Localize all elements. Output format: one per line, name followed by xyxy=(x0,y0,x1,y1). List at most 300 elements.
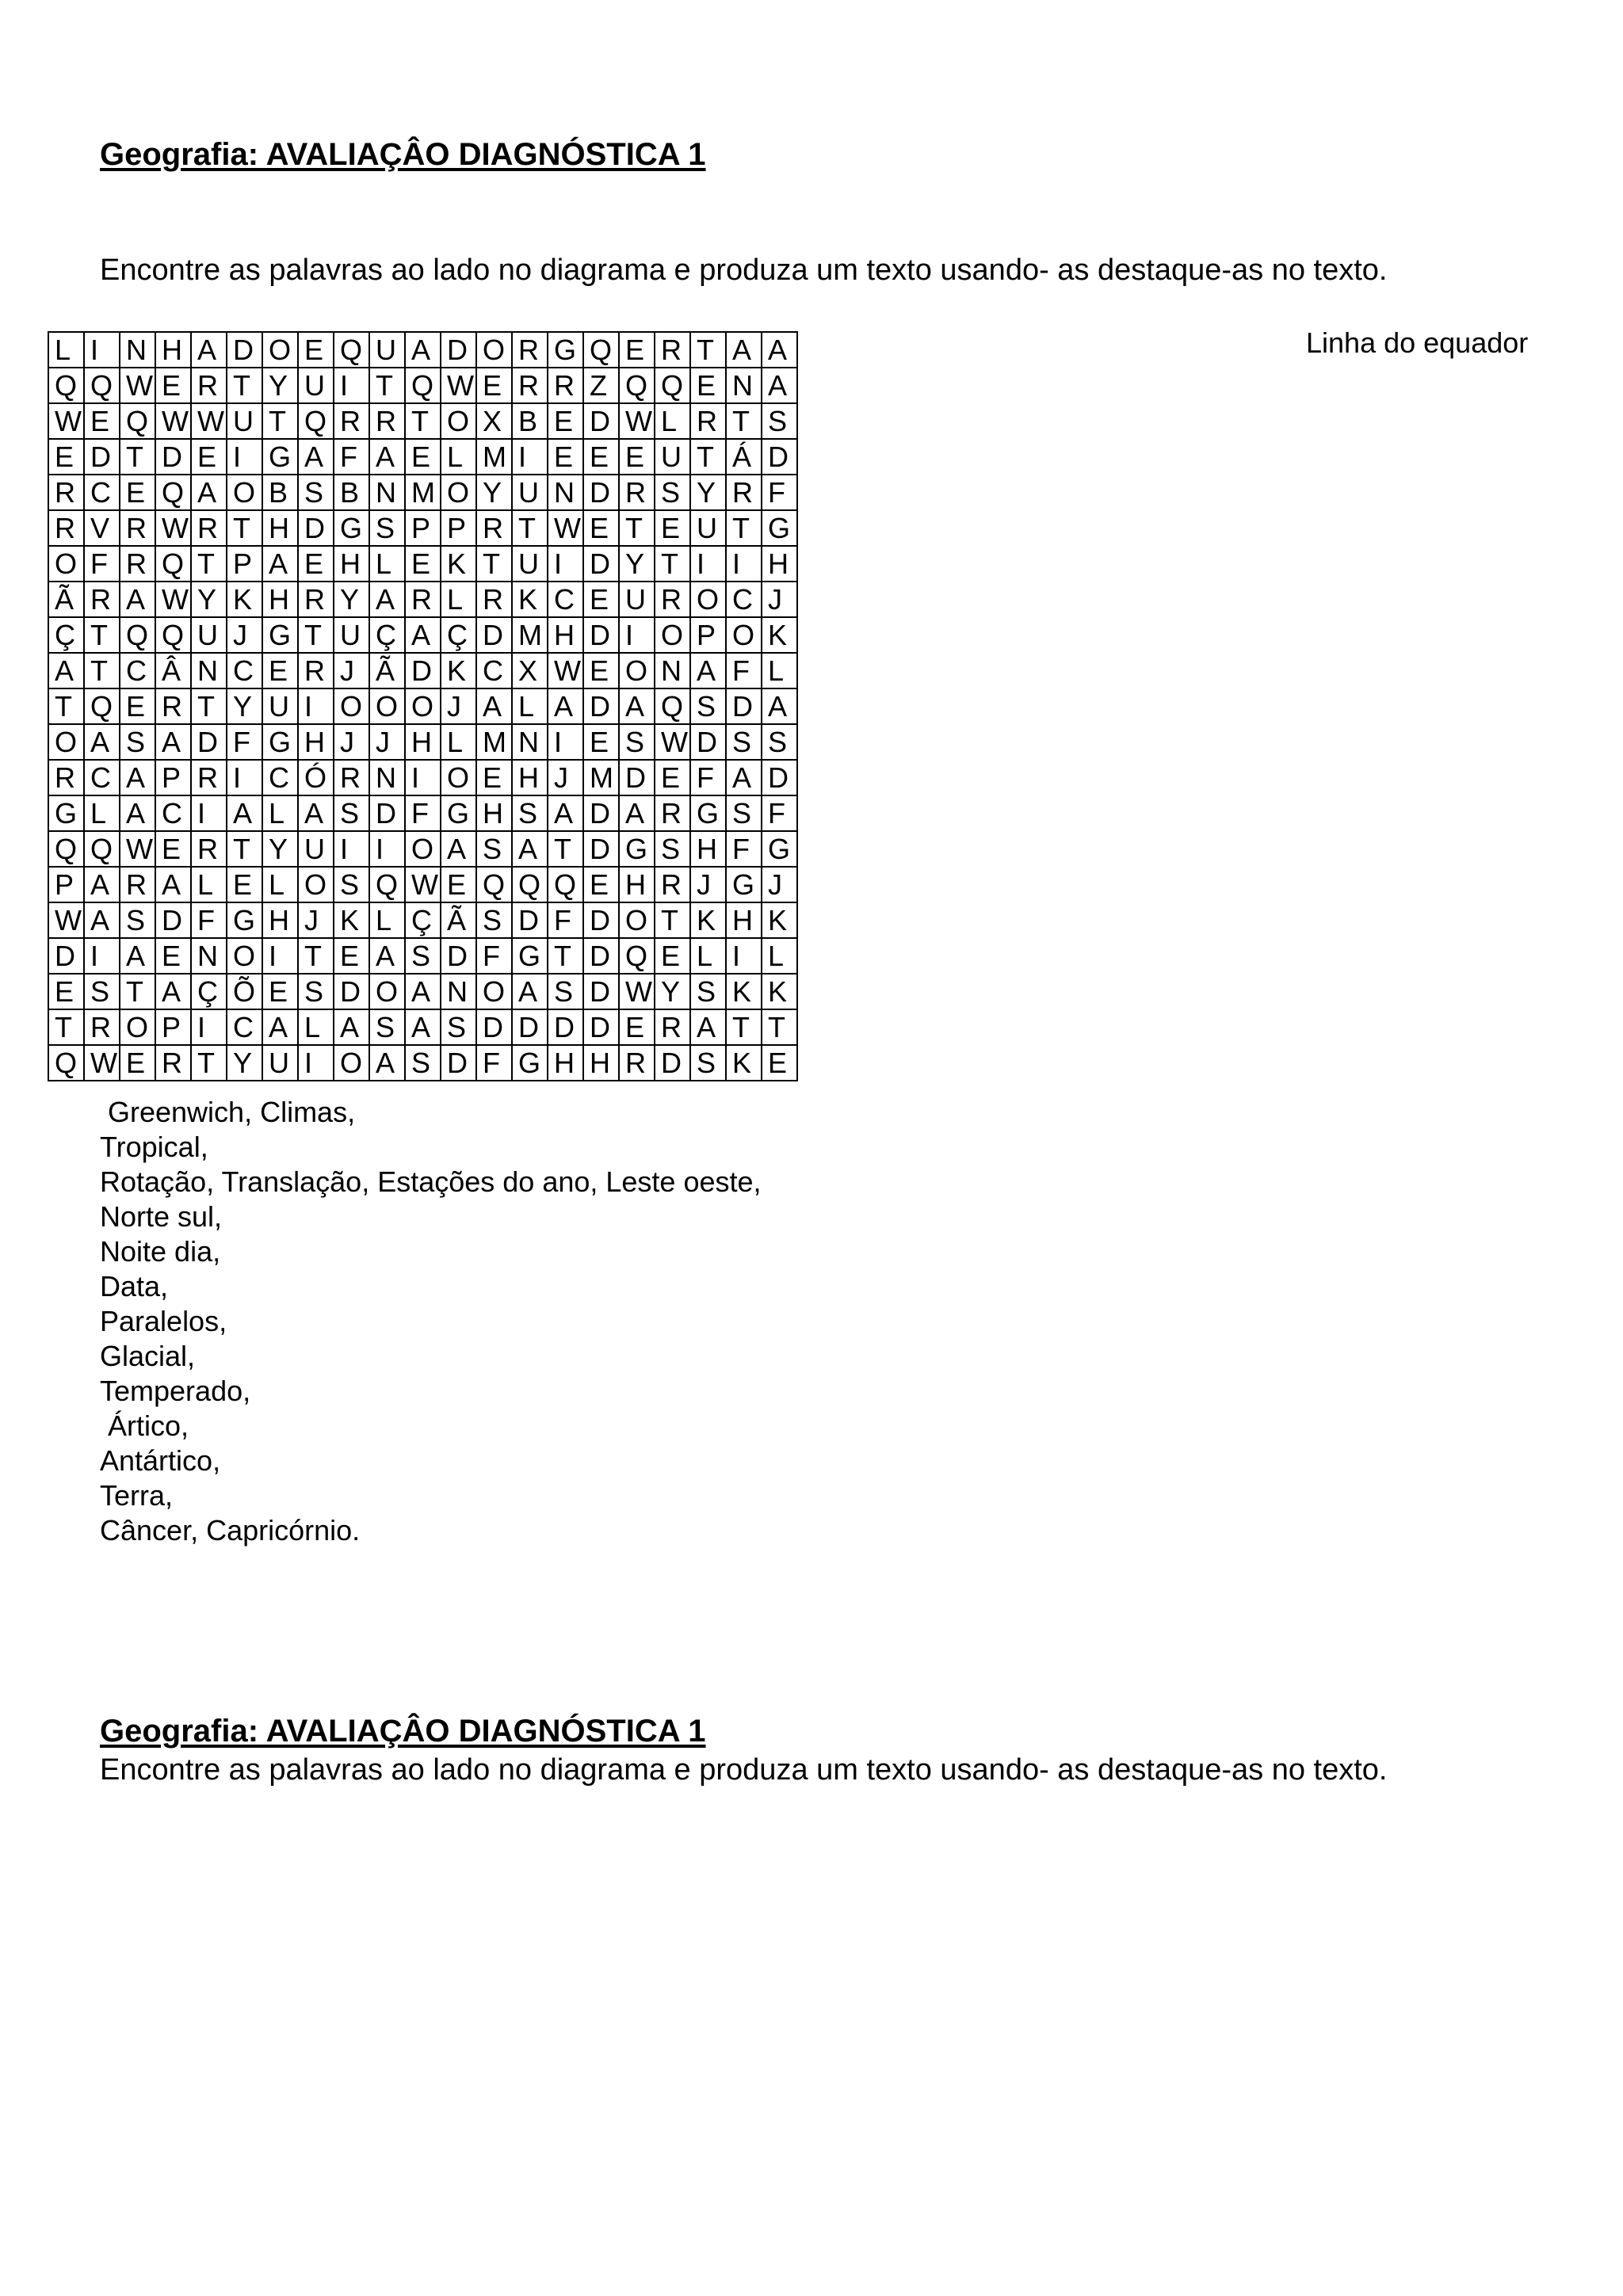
grid-row xyxy=(48,688,797,724)
grid-cell: R xyxy=(48,760,84,795)
grid-cell: K xyxy=(762,974,797,1009)
grid-cell: G xyxy=(334,510,369,546)
grid-cell: D xyxy=(155,439,191,475)
grid-row xyxy=(48,403,797,439)
grid-cell: F xyxy=(726,653,762,688)
grid-cell: K xyxy=(512,582,548,617)
grid-cell: U xyxy=(191,617,227,653)
grid-cell: T xyxy=(690,332,726,368)
grid-cell: H xyxy=(726,902,762,938)
grid-row xyxy=(48,546,797,582)
word-search-grid xyxy=(48,331,798,1081)
grid-cell: A xyxy=(84,867,120,902)
grid-cell: A xyxy=(262,546,298,582)
grid-cell: Q xyxy=(512,867,548,902)
grid-cell: W xyxy=(120,831,155,867)
grid-cell: O xyxy=(334,1045,369,1081)
grid-row xyxy=(48,510,797,546)
grid-cell: Ã xyxy=(369,653,405,688)
grid-cell: I xyxy=(84,938,120,974)
grid-cell: I xyxy=(84,332,120,368)
grid-cell: R xyxy=(619,1045,655,1081)
grid-cell: L xyxy=(84,795,120,831)
grid-cell: S xyxy=(405,938,441,974)
grid-cell: C xyxy=(548,582,583,617)
grid-cell: D xyxy=(191,724,227,760)
grid-cell: Y xyxy=(334,582,369,617)
grid-cell: G xyxy=(726,867,762,902)
grid-cell: A xyxy=(405,974,441,1009)
grid-cell: W xyxy=(155,510,191,546)
grid-cell: O xyxy=(48,724,84,760)
grid-cell: H xyxy=(298,724,334,760)
grid-cell: R xyxy=(84,582,120,617)
grid-cell: Q xyxy=(155,475,191,510)
grid-cell: L xyxy=(655,403,690,439)
grid-cell: D xyxy=(583,1009,619,1045)
grid-cell: A xyxy=(191,475,227,510)
grid-cell: N xyxy=(191,938,227,974)
grid-cell: A xyxy=(405,1009,441,1045)
grid-cell: T xyxy=(726,403,762,439)
grid-cell: E xyxy=(655,760,690,795)
grid-cell: L xyxy=(690,938,726,974)
grid-cell: S xyxy=(298,475,334,510)
grid-cell: L xyxy=(512,688,548,724)
grid-cell: F xyxy=(476,938,512,974)
grid-cell: G xyxy=(262,439,298,475)
grid-cell: R xyxy=(655,1009,690,1045)
grid-cell: R xyxy=(155,1045,191,1081)
side-word-label: Linha do equador xyxy=(1306,326,1529,359)
grid-cell: K xyxy=(726,974,762,1009)
grid-cell: S xyxy=(120,902,155,938)
grid-cell: E xyxy=(583,510,619,546)
grid-row xyxy=(48,332,797,368)
grid-cell: N xyxy=(120,332,155,368)
grid-cell: Q xyxy=(120,617,155,653)
grid-cell: E xyxy=(298,546,334,582)
grid-cell: H xyxy=(548,1045,583,1081)
grid-cell: M xyxy=(583,760,619,795)
grid-cell: A xyxy=(369,938,405,974)
word-list-item: Antártico, xyxy=(100,1444,221,1477)
grid-cell: A xyxy=(48,653,84,688)
grid-cell: O xyxy=(227,475,262,510)
grid-cell: H xyxy=(155,332,191,368)
grid-cell: P xyxy=(405,510,441,546)
grid-cell: D xyxy=(512,902,548,938)
grid-cell: S xyxy=(690,688,726,724)
grid-cell: U xyxy=(262,688,298,724)
grid-cell: I xyxy=(690,546,726,582)
grid-cell: E xyxy=(48,439,84,475)
grid-cell: I xyxy=(334,831,369,867)
grid-cell: R xyxy=(655,332,690,368)
grid-cell: Q xyxy=(48,1045,84,1081)
grid-cell: C xyxy=(84,760,120,795)
grid-cell: Ã xyxy=(441,902,476,938)
grid-cell: A xyxy=(405,617,441,653)
grid-cell: L xyxy=(441,439,476,475)
grid-cell: Y xyxy=(262,831,298,867)
grid-cell: E xyxy=(583,724,619,760)
grid-cell: U xyxy=(334,617,369,653)
grid-cell: N xyxy=(369,475,405,510)
grid-cell: L xyxy=(191,867,227,902)
grid-row xyxy=(48,617,797,653)
word-list-item: Temperado, xyxy=(100,1375,251,1407)
word-list xyxy=(100,1095,762,1548)
grid-cell: Y xyxy=(655,974,690,1009)
grid-cell: Q xyxy=(619,938,655,974)
grid-cell: E xyxy=(48,974,84,1009)
word-list-item: Norte sul, xyxy=(100,1200,223,1233)
grid-cell: D xyxy=(369,795,405,831)
grid-cell: S xyxy=(405,1045,441,1081)
grid-cell: Y xyxy=(690,475,726,510)
grid-cell: D xyxy=(726,688,762,724)
grid-cell: S xyxy=(476,831,512,867)
grid-cell: I xyxy=(548,724,583,760)
grid-cell: L xyxy=(262,795,298,831)
grid-cell: E xyxy=(619,1009,655,1045)
word-list-item: Paralelos, xyxy=(100,1305,227,1337)
grid-cell: R xyxy=(512,368,548,403)
grid-cell: A xyxy=(120,795,155,831)
grid-cell: A xyxy=(726,332,762,368)
grid-cell: S xyxy=(619,724,655,760)
grid-cell: S xyxy=(726,795,762,831)
grid-cell: A xyxy=(548,795,583,831)
grid-cell: A xyxy=(405,332,441,368)
grid-cell: Z xyxy=(583,368,619,403)
grid-cell: F xyxy=(227,724,262,760)
grid-cell: A xyxy=(619,795,655,831)
grid-cell: N xyxy=(369,760,405,795)
grid-cell: R xyxy=(334,403,369,439)
grid-cell: W xyxy=(548,653,583,688)
grid-cell: F xyxy=(726,831,762,867)
grid-cell: R xyxy=(655,867,690,902)
grid-cell: O xyxy=(619,902,655,938)
grid-cell: C xyxy=(726,582,762,617)
grid-cell: T xyxy=(369,368,405,403)
grid-cell: R xyxy=(120,510,155,546)
grid-row xyxy=(48,1009,797,1045)
grid-cell: Y xyxy=(227,1045,262,1081)
grid-cell: N xyxy=(655,653,690,688)
grid-cell: D xyxy=(476,617,512,653)
grid-cell: E xyxy=(262,653,298,688)
grid-cell: H xyxy=(548,617,583,653)
grid-cell: W xyxy=(619,974,655,1009)
grid-cell: D xyxy=(84,439,120,475)
grid-cell: N xyxy=(726,368,762,403)
grid-cell: F xyxy=(690,760,726,795)
grid-cell: R xyxy=(476,510,512,546)
grid-cell: O xyxy=(441,760,476,795)
grid-cell: A xyxy=(369,1045,405,1081)
grid-cell: S xyxy=(369,510,405,546)
grid-cell: Y xyxy=(619,546,655,582)
grid-cell: G xyxy=(548,332,583,368)
section-2-title: Geografia: AVALIAÇÂO DIAGNÓSTICA 1 xyxy=(100,1714,706,1749)
grid-cell: L xyxy=(762,938,797,974)
grid-cell: Ç xyxy=(369,617,405,653)
grid-cell: W xyxy=(155,403,191,439)
grid-cell: U xyxy=(619,582,655,617)
grid-cell: K xyxy=(762,617,797,653)
grid-cell: E xyxy=(227,867,262,902)
instruction-text: Encontre as palavras ao lado no diagrama e produza um texto usando- as destaque-as no texto. xyxy=(100,254,1388,287)
word-list-item: Tropical, xyxy=(100,1131,208,1163)
grid-cell: I xyxy=(548,546,583,582)
grid-cell: V xyxy=(84,510,120,546)
grid-cell: R xyxy=(690,403,726,439)
grid-cell: W xyxy=(441,368,476,403)
grid-cell: P xyxy=(155,760,191,795)
grid-row xyxy=(48,1045,797,1081)
grid-cell: P xyxy=(690,617,726,653)
grid-cell: R xyxy=(191,510,227,546)
grid-cell: A xyxy=(84,724,120,760)
grid-cell: D xyxy=(441,1045,476,1081)
grid-cell: W xyxy=(120,368,155,403)
grid-cell: D xyxy=(583,938,619,974)
grid-cell: G xyxy=(512,1045,548,1081)
grid-cell: A xyxy=(120,582,155,617)
grid-cell: I xyxy=(726,938,762,974)
grid-cell: K xyxy=(690,902,726,938)
grid-cell: T xyxy=(298,617,334,653)
grid-cell: Ç xyxy=(48,617,84,653)
grid-cell: S xyxy=(655,475,690,510)
grid-cell: E xyxy=(690,368,726,403)
grid-cell: E xyxy=(583,653,619,688)
grid-cell: X xyxy=(512,653,548,688)
grid-cell: K xyxy=(227,582,262,617)
grid-cell: L xyxy=(441,724,476,760)
grid-row xyxy=(48,582,797,617)
grid-cell: I xyxy=(298,688,334,724)
grid-cell: K xyxy=(762,902,797,938)
grid-cell: L xyxy=(298,1009,334,1045)
grid-cell: O xyxy=(262,332,298,368)
grid-cell: W xyxy=(155,582,191,617)
grid-cell: D xyxy=(441,938,476,974)
grid-cell: S xyxy=(655,831,690,867)
grid-row xyxy=(48,867,797,902)
grid-cell: S xyxy=(369,1009,405,1045)
grid-cell: D xyxy=(298,510,334,546)
grid-cell: R xyxy=(334,760,369,795)
grid-cell: G xyxy=(48,795,84,831)
grid-cell: O xyxy=(476,974,512,1009)
grid-cell: E xyxy=(441,867,476,902)
grid-cell: A xyxy=(548,688,583,724)
grid-cell: R xyxy=(726,475,762,510)
grid-cell: B xyxy=(512,403,548,439)
grid-row xyxy=(48,724,797,760)
grid-cell: C xyxy=(227,653,262,688)
grid-row xyxy=(48,831,797,867)
grid-cell: D xyxy=(583,902,619,938)
grid-cell: Y xyxy=(262,368,298,403)
grid-cell: F xyxy=(84,546,120,582)
grid-cell: D xyxy=(227,332,262,368)
grid-cell: Q xyxy=(655,368,690,403)
word-list-item: Rotação, Translação, Estações do ano, Leste oeste, xyxy=(100,1165,762,1198)
grid-cell: E xyxy=(476,368,512,403)
grid-cell: T xyxy=(84,653,120,688)
grid-cell: S xyxy=(548,974,583,1009)
grid-cell: T xyxy=(262,403,298,439)
grid-cell: G xyxy=(762,831,797,867)
grid-cell: E xyxy=(155,831,191,867)
grid-cell: O xyxy=(405,831,441,867)
grid-cell: U xyxy=(298,831,334,867)
grid-cell: T xyxy=(726,510,762,546)
grid-cell: A xyxy=(262,1009,298,1045)
grid-cell: R xyxy=(512,332,548,368)
grid-cell: T xyxy=(48,1009,84,1045)
grid-cell: A xyxy=(512,974,548,1009)
grid-cell: E xyxy=(84,403,120,439)
grid-cell: I xyxy=(191,1009,227,1045)
grid-cell: D xyxy=(583,475,619,510)
grid-row xyxy=(48,974,797,1009)
grid-cell: I xyxy=(334,368,369,403)
grid-cell: T xyxy=(191,546,227,582)
grid-cell: Q xyxy=(405,368,441,403)
grid-cell: D xyxy=(512,1009,548,1045)
grid-cell: D xyxy=(583,617,619,653)
grid-cell: A xyxy=(155,867,191,902)
grid-cell: S xyxy=(334,795,369,831)
grid-cell: A xyxy=(334,1009,369,1045)
grid-cell: F xyxy=(405,795,441,831)
grid-cell: U xyxy=(655,439,690,475)
grid-cell: R xyxy=(405,582,441,617)
grid-cell: F xyxy=(191,902,227,938)
grid-cell: T xyxy=(726,1009,762,1045)
grid-cell: T xyxy=(655,546,690,582)
grid-cell: O xyxy=(655,617,690,653)
grid-cell: G xyxy=(262,724,298,760)
grid-cell: G xyxy=(619,831,655,867)
grid-cell: A xyxy=(369,582,405,617)
grid-cell: T xyxy=(84,617,120,653)
grid-cell: R xyxy=(655,582,690,617)
grid-cell: T xyxy=(298,938,334,974)
grid-cell: G xyxy=(262,617,298,653)
grid-cell: A xyxy=(690,1009,726,1045)
grid-cell: P xyxy=(441,510,476,546)
grid-cell: T xyxy=(619,510,655,546)
grid-cell: Q xyxy=(120,403,155,439)
grid-cell: A xyxy=(726,760,762,795)
grid-row xyxy=(48,475,797,510)
grid-row xyxy=(48,760,797,795)
grid-cell: Ç xyxy=(405,902,441,938)
grid-cell: T xyxy=(191,1045,227,1081)
grid-cell: I xyxy=(191,795,227,831)
grid-cell: D xyxy=(583,974,619,1009)
grid-cell: S xyxy=(762,403,797,439)
grid-cell: H xyxy=(262,582,298,617)
grid-cell: O xyxy=(369,688,405,724)
grid-cell: T xyxy=(405,403,441,439)
grid-cell: E xyxy=(583,439,619,475)
grid-cell: R xyxy=(120,546,155,582)
grid-cell: W xyxy=(84,1045,120,1081)
grid-cell: R xyxy=(48,510,84,546)
grid-cell: U xyxy=(369,332,405,368)
grid-cell: I xyxy=(405,760,441,795)
grid-cell: F xyxy=(762,475,797,510)
grid-row xyxy=(48,938,797,974)
grid-cell: E xyxy=(619,332,655,368)
grid-cell: J xyxy=(334,724,369,760)
grid-cell: H xyxy=(619,867,655,902)
grid-cell: E xyxy=(619,439,655,475)
grid-cell: R xyxy=(120,867,155,902)
grid-cell: H xyxy=(476,795,512,831)
grid-cell: T xyxy=(227,831,262,867)
grid-cell: J xyxy=(762,582,797,617)
grid-cell: J xyxy=(690,867,726,902)
grid-cell: O xyxy=(405,688,441,724)
grid-cell: A xyxy=(227,795,262,831)
word-list-item: Data, xyxy=(100,1270,169,1302)
grid-cell: J xyxy=(298,902,334,938)
word-list-item: Câncer, Capricórnio. xyxy=(100,1514,361,1547)
grid-cell: I xyxy=(619,617,655,653)
grid-cell: Ó xyxy=(298,760,334,795)
grid-cell: H xyxy=(512,760,548,795)
grid-cell: R xyxy=(369,403,405,439)
grid-cell: D xyxy=(583,688,619,724)
grid-cell: E xyxy=(405,439,441,475)
word-list-item: Terra, xyxy=(100,1479,174,1512)
grid-cell: Â xyxy=(155,653,191,688)
grid-cell: O xyxy=(441,475,476,510)
grid-cell: Q xyxy=(476,867,512,902)
grid-cell: P xyxy=(48,867,84,902)
grid-cell: Q xyxy=(84,368,120,403)
grid-cell: E xyxy=(476,760,512,795)
grid-cell: D xyxy=(655,1045,690,1081)
grid-cell: K xyxy=(441,546,476,582)
grid-cell: L xyxy=(441,582,476,617)
grid-cell: Q xyxy=(655,688,690,724)
grid-cell: E xyxy=(191,439,227,475)
grid-cell: A xyxy=(690,653,726,688)
grid-cell: D xyxy=(619,760,655,795)
grid-cell: R xyxy=(191,368,227,403)
grid-cell: W xyxy=(191,403,227,439)
grid-cell: R xyxy=(48,475,84,510)
grid-cell: A xyxy=(762,368,797,403)
grid-cell: W xyxy=(655,724,690,760)
grid-cell: M xyxy=(476,724,512,760)
word-list-item: Noite dia, xyxy=(100,1235,221,1268)
grid-cell: Ç xyxy=(191,974,227,1009)
grid-cell: F xyxy=(762,795,797,831)
grid-cell: D xyxy=(583,546,619,582)
grid-cell: S xyxy=(334,867,369,902)
